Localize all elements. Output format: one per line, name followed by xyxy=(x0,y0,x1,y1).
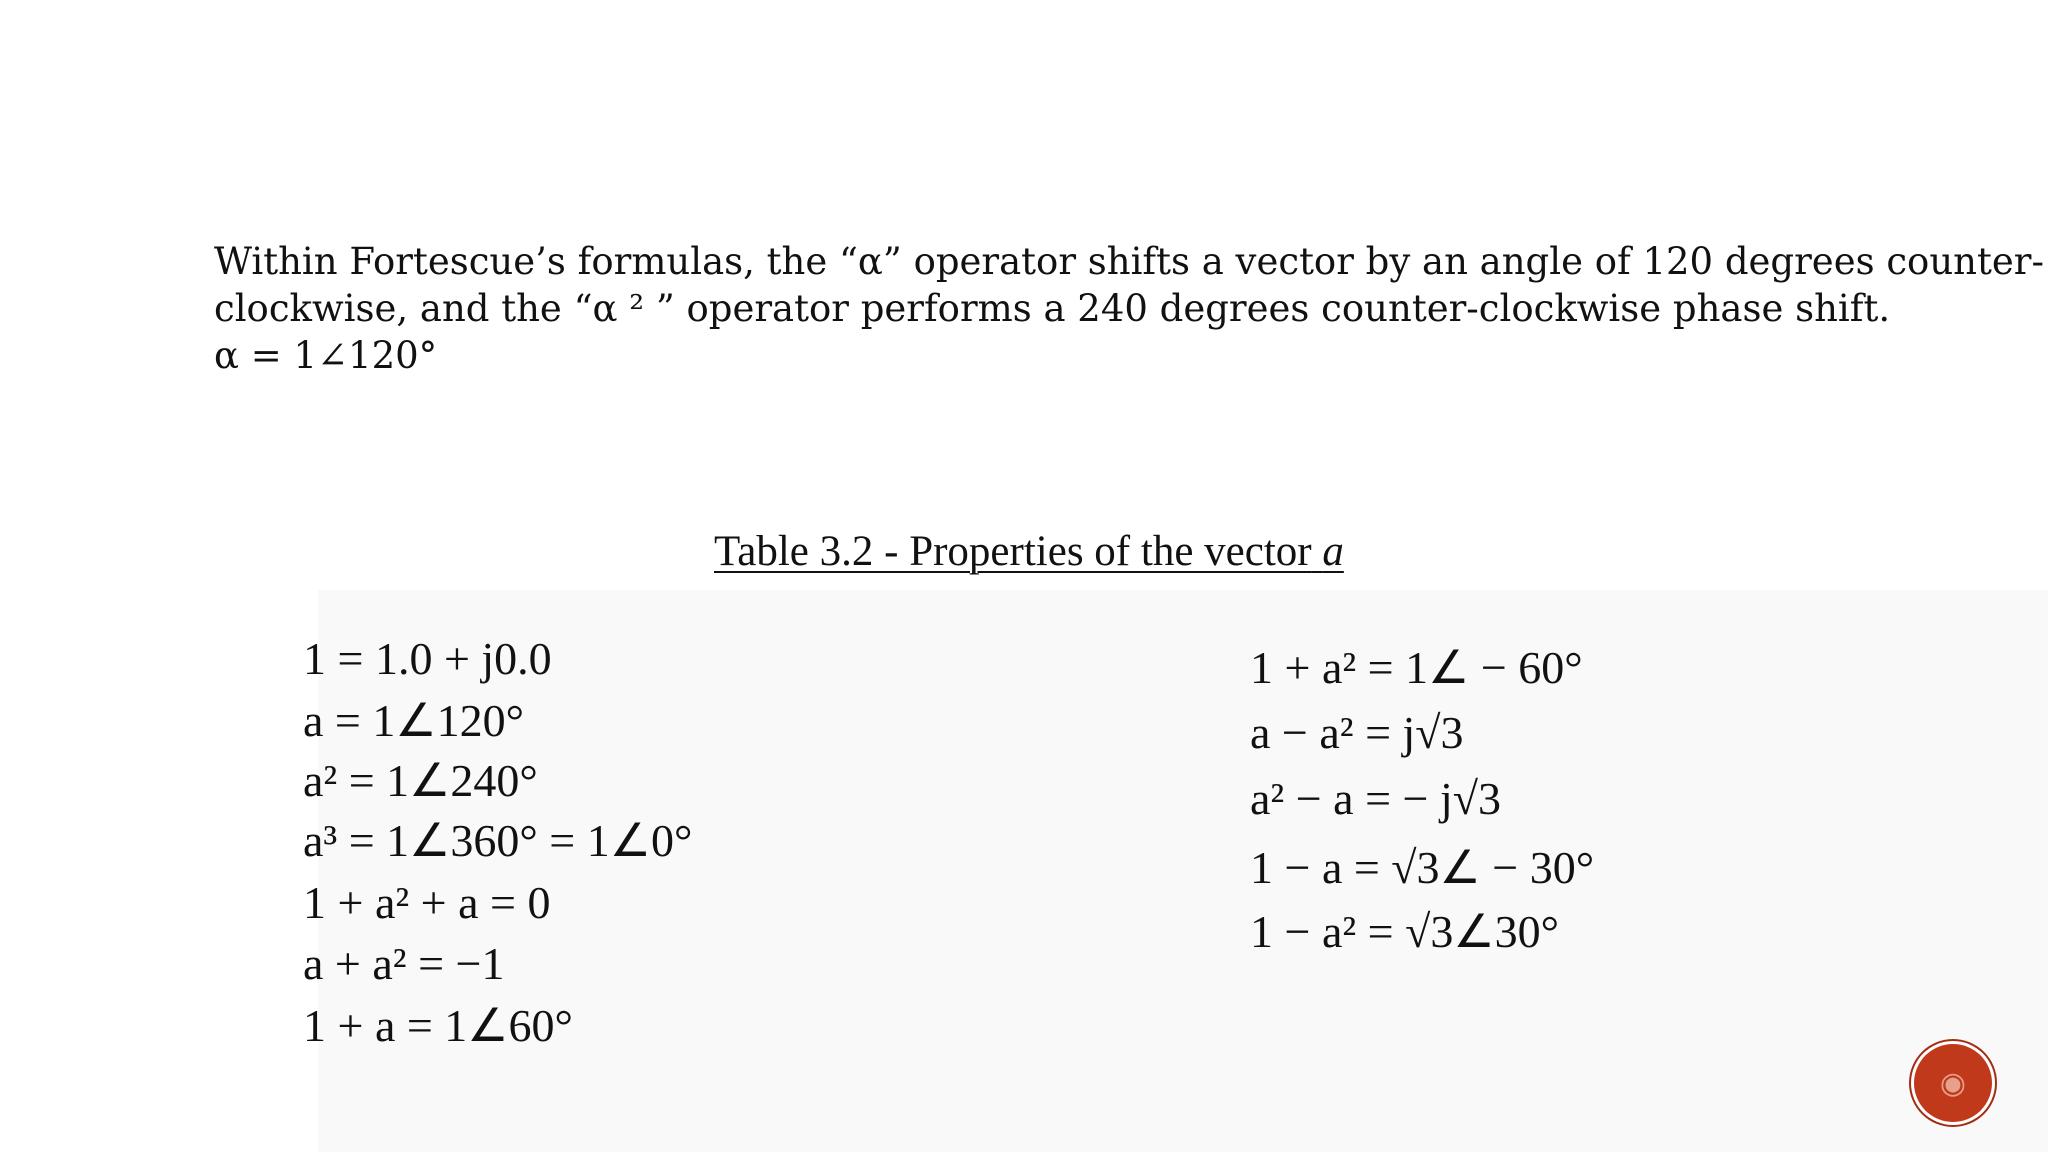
left-equation: 1 = 1.0 + j0.0 xyxy=(303,633,552,684)
right-equation: a − a² = j√3 xyxy=(1250,707,1464,758)
right-equation: 1 + a² = 1∠ − 60° xyxy=(1250,642,1583,693)
table-title-text: Table 3.2 - Properties of the vector xyxy=(714,528,1312,575)
right-equation: 1 − a = √3∠ − 30° xyxy=(1250,842,1595,893)
left-equation-column xyxy=(303,632,843,1062)
table-title xyxy=(714,527,1344,576)
right-equation: 1 − a² = √3∠30° xyxy=(1250,906,1559,957)
circle-nav-icon: ◉ xyxy=(1939,1065,1967,1101)
left-equation: a = 1∠120° xyxy=(303,695,524,746)
next-slide-button[interactable] xyxy=(1914,1044,1992,1122)
table-title-variable: a xyxy=(1322,528,1344,575)
right-equation-column xyxy=(1250,640,1770,970)
intro-line-1: Within Fortescue’s formulas, the “α” operator shifts a vector by an angle of 120 degrees counter- xyxy=(214,240,2044,283)
left-equation: a² = 1∠240° xyxy=(303,755,538,806)
intro-text xyxy=(214,238,2044,379)
right-equation: a² − a = − j√3 xyxy=(1250,773,1501,824)
left-equation: a + a² = −1 xyxy=(303,938,505,989)
intro-line-2: clockwise, and the “α ² ” operator performs a 240 degrees counter-clockwise phase shift. xyxy=(214,287,1891,330)
intro-line-3: α = 1∠120° xyxy=(214,334,438,377)
left-equation: a³ = 1∠360° = 1∠0° xyxy=(303,815,693,866)
left-equation: 1 + a² + a = 0 xyxy=(303,877,551,928)
left-equation: 1 + a = 1∠60° xyxy=(303,1000,573,1051)
